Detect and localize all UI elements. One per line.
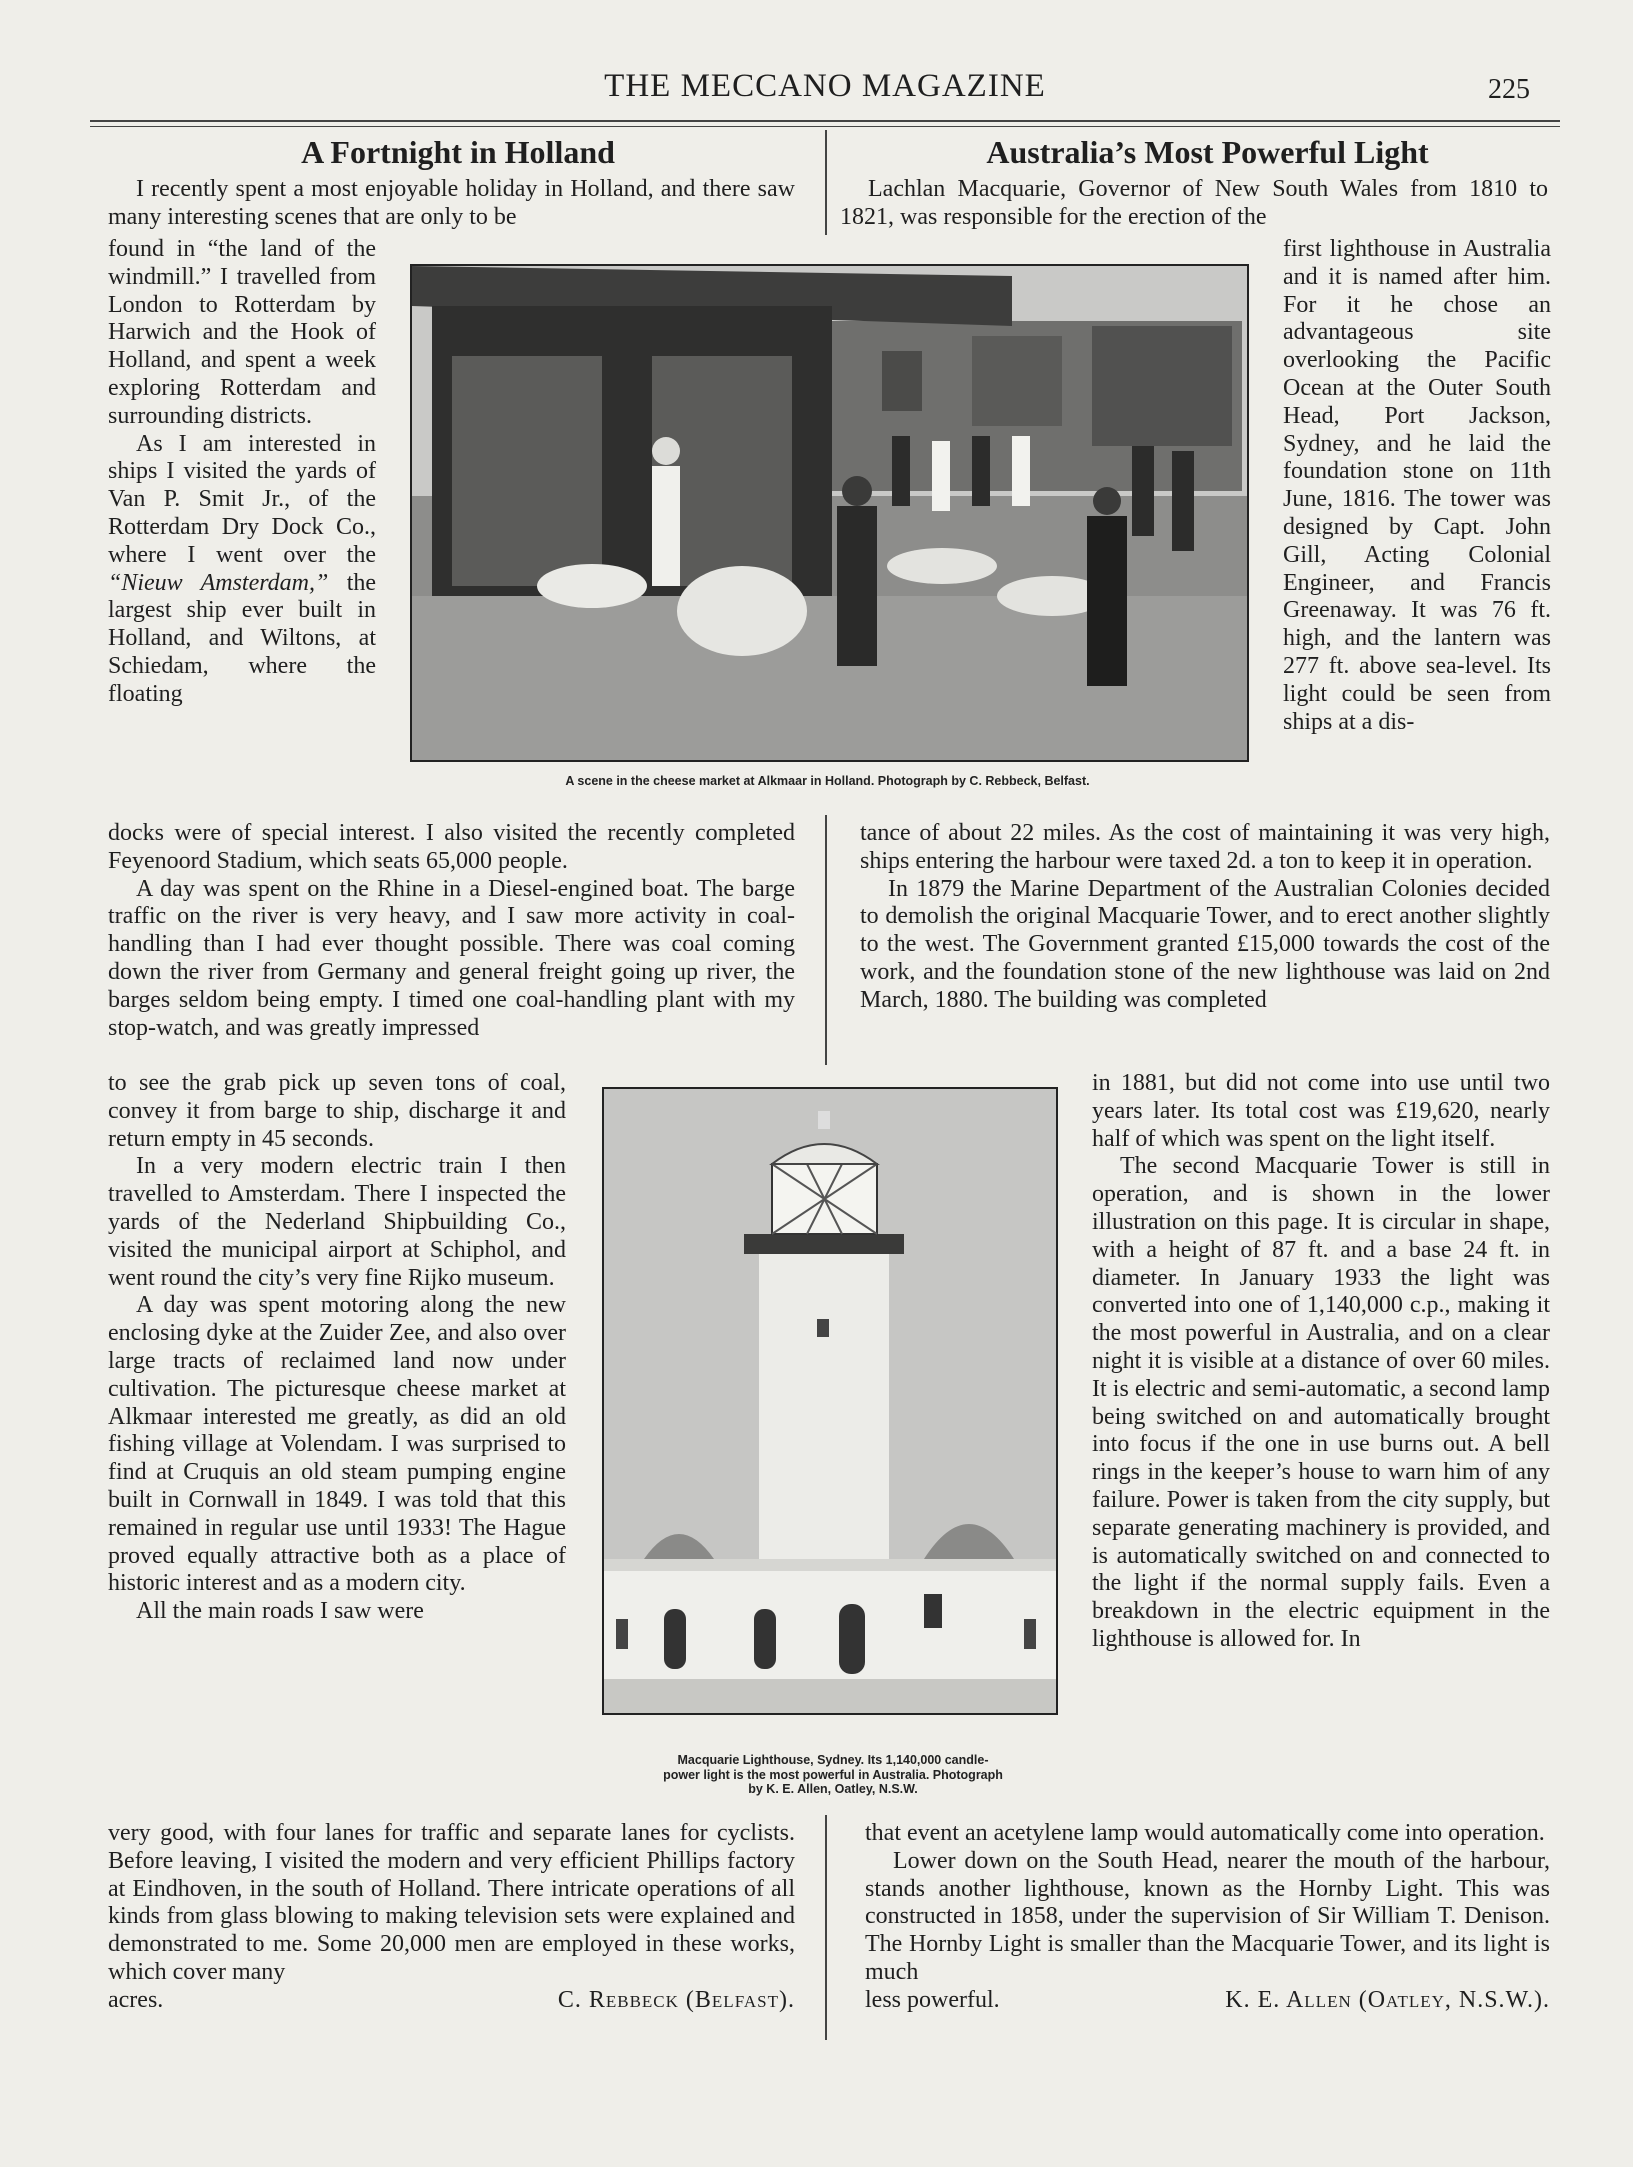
cheese-market-caption: A scene in the cheese market at Alkmaar in Holland. Photograph by C. Rebbeck, Belfast.	[565, 774, 1090, 788]
right-p1-full: tance of about 22 miles. As the cost of maintaining it was very high, ships entering the harbour were taxed 2d. a ton to keep it in operation.	[860, 820, 1550, 874]
right-wrap-top	[1283, 236, 1551, 736]
header-rule	[90, 120, 1560, 122]
left-p2-full: docks were of special interest. I also visited the recently completed Feyenoord Stadium, which seats 65,000 people.	[108, 820, 795, 874]
right-last-words: less powerful.	[865, 1986, 1000, 2013]
header-rule-thin	[90, 126, 1560, 127]
left-p3-full: A day was spent on the Rhine in a Diesel-engined boat. The barge traffic on the river is very heavy, and I saw more activity in coal-handling than I had ever thought possible. There was coal coming down the river from Germany and general freight going up river, the barges seldom being empty. I timed one coal-handling plant with my stop-watch, and was greatly impressed	[108, 875, 795, 1041]
left-wrap-top	[108, 236, 376, 709]
right-p3-narrow: The second Macquarie Tower is still in operation, and is shown in the lower illustration on this page. It is circular in shape, with a height of 87 ft. and a base 24 ft. in diameter. In January 1933 the light was converted into one of 1,140,000 c.p., making it the most powerful in Australia, and on a clear night it is visible at a distance of over 60 miles. It is electric and semi-automatic, a second lamp being switched on and automatically brought into focus if the one in use burns out. A bell rings in the keeper’s house to warn him of any failure. Power is taken from the city supply, but separate generating machinery is provided, and is automatically switched on and connected to the light if the normal supply fails. Even a breakdown in the electric equipment in the lighthouse is allowed for. In	[1092, 1153, 1550, 1652]
page-number: 225	[1488, 74, 1530, 105]
magazine-title: THE MECCANO MAGAZINE	[604, 68, 1046, 104]
left-p2-text-end: the largest ship ever built in Holland, and Wiltons, at Schiedam, where the floating	[108, 569, 377, 707]
right-intro	[840, 176, 1548, 232]
cheese-market-image	[412, 266, 1247, 760]
left-p6-narrow: All the main roads I saw were	[136, 1598, 424, 1625]
ship-name: “Nieuw Amsterdam,”	[108, 569, 329, 596]
right-author: K. E. Allen (Oatley, N.S.W.).	[1225, 1986, 1550, 2013]
left-last-word: acres.	[108, 1986, 164, 2013]
left-bottom	[108, 1820, 795, 2015]
left-author: C. Rebbeck (Belfast).	[557, 1986, 795, 2013]
left-p2-text: As I am interested in ships I visited the yards of Van P. Smit Jr., of the Rotterdam Dry Dock Co., where I went over the	[108, 430, 376, 568]
column-divider	[825, 815, 827, 1065]
right-p3-full: that event an acetylene lamp would automatically come into operation.	[865, 1820, 1545, 1846]
lighthouse-image	[604, 1089, 1056, 1713]
right-p1-wrap: first lighthouse in Australia and it is named after him. For it he chose an advantageous site overlooking the Pacific Ocean at the Outer South Head, Port Jackson, Sydney, and he laid the foundation stone on 11th June, 1816. The tower was designed by Capt. John Gill, Acting Colonial Engineer, and Francis Greenaway. It was 76 ft. high, and the lantern was 277 ft. above sea-level. Its light could be seen from ships at a dis-	[1283, 236, 1551, 735]
left-signature-line	[108, 1987, 795, 2015]
right-middle	[860, 820, 1550, 1015]
cheese-market-photo	[410, 264, 1249, 762]
left-p2-wrap	[108, 431, 376, 709]
left-article-title: A Fortnight in Holland	[301, 134, 615, 170]
left-middle	[108, 820, 795, 1042]
left-p1-wrap: found in “the land of the windmill.” I travelled from London to Rotterdam by Harwich and the Hook of Holland, and spent a week exploring Rotterdam and surrounding districts.	[108, 236, 376, 429]
lighthouse-caption-line-1: Macquarie Lighthouse, Sydney. Its 1,140,000 candle-	[677, 1753, 989, 1767]
right-wrap-bottom	[1092, 1070, 1550, 1654]
lighthouse-photo	[602, 1087, 1058, 1715]
left-p6-full: very good, with four lanes for traffic and separate lanes for cyclists. Before leaving, I visited the modern and very efficient Phillips factory at Eindhoven, in the south of Holland. There intricate operations of all kinds from glass blowing to making television sets were explained and demonstrated to me. Some 20,000 men are employed in these works, which cover many	[108, 1820, 795, 1985]
lighthouse-caption-line-3: by K. E. Allen, Oatley, N.S.W.	[748, 1782, 918, 1796]
right-signature-line	[865, 1987, 1550, 2015]
left-p1-intro: I recently spent a most enjoyable holiday in Holland, and there saw many interesting scenes that are only to be	[108, 176, 795, 230]
right-p2-narrow: in 1881, but did not come into use until two years later. Its total cost was £19,620, nearly half of which was spent on the light itself.	[1092, 1070, 1550, 1152]
column-divider	[825, 1815, 827, 2040]
right-p2-full: In 1879 the Marine Department of the Australian Colonies decided to demolish the original Macquarie Tower, and to erect another slightly to the west. The Government granted £15,000 towards the cost of the work, and the foundation stone of the new lighthouse was laid on 2nd March, 1880. The building was completed	[860, 875, 1550, 1013]
left-wrap-bottom	[108, 1070, 566, 1626]
left-intro	[108, 176, 795, 232]
left-p4-narrow: In a very modern electric train I then travelled to Amsterdam. There I inspected the yards of the Nederland Shipbuilding Co., visited the municipal airport at Schiphol, and went round the city’s very fine Rijko museum.	[108, 1153, 566, 1291]
column-divider	[825, 130, 827, 235]
lighthouse-caption-line-2: power light is the most powerful in Australia. Photograph	[663, 1767, 1003, 1782]
right-p1-intro: Lachlan Macquarie, Governor of New South Wales from 1810 to 1821, was responsible for the erection of the	[840, 176, 1548, 230]
left-p5-narrow: A day was spent motoring along the new enclosing dyke at the Zuider Zee, and also over large tracts of reclaimed land now under cultivation. The picturesque cheese market at Alkmaar interested me greatly, as did an old fishing village at Volendam. I was surprised to find at Cruquis an old steam pumping engine built in Cornwall in 1849. I was told that this remained in regular use until 1933! The Hague proved equally attractive both as a place of historic interest and as a modern city.	[108, 1292, 566, 1597]
right-p4-full: Lower down on the South Head, nearer the mouth of the harbour, stands another lighthouse, known as the Hornby Light. This was constructed in 1858, under the supervision of Sir William T. Denison. The Hornby Light is smaller than the Macquarie Tower, and its light is much	[865, 1847, 1550, 1985]
right-bottom	[865, 1820, 1550, 2015]
left-p3-narrow: to see the grab pick up seven tons of coal, convey it from barge to ship, discharge it and return empty in 45 seconds.	[108, 1070, 566, 1152]
page-header	[90, 68, 1560, 118]
lighthouse-caption	[602, 1753, 1064, 1797]
right-article-title: Australia’s Most Powerful Light	[986, 134, 1429, 170]
